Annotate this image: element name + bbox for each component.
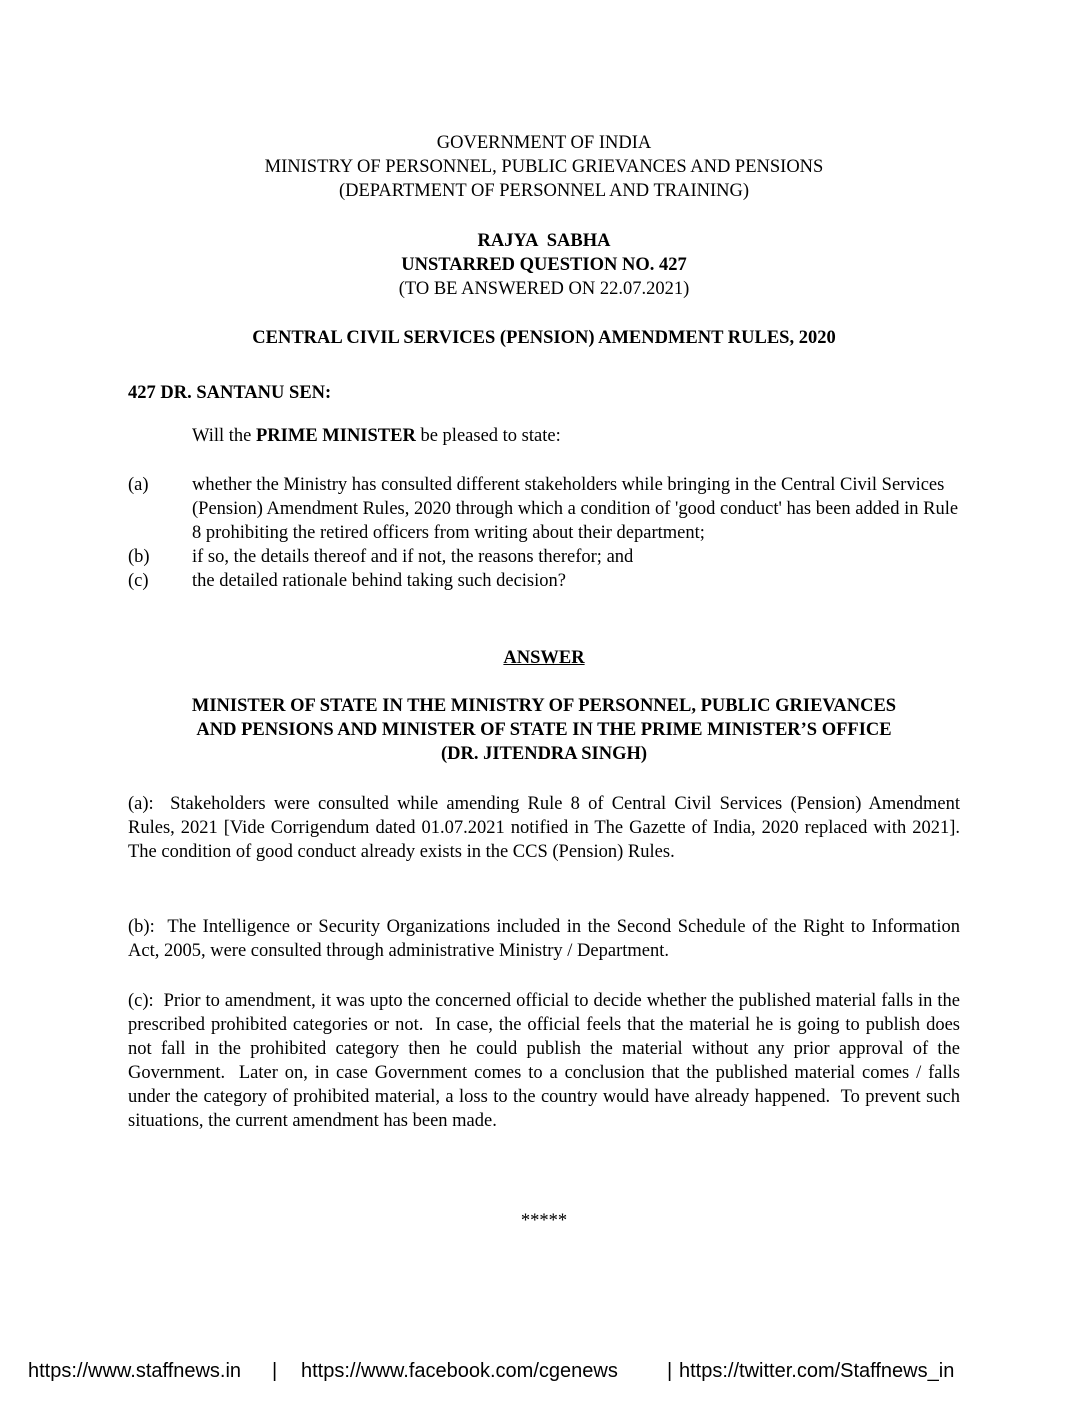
question-list (128, 473, 960, 593)
header-line-ministry: MINISTRY OF PERSONNEL, PUBLIC GRIEVANCES AND PENSIONS (264, 157, 824, 177)
answer-paragraph-b: (b): The Intelligence or Security Organizations included in the Second Schedule of the Right to Information Act, 2005, were consulted through administrative Ministry / Department. (128, 917, 964, 961)
answer-heading (128, 646, 960, 670)
question-number: UNSTARRED QUESTION NO. 427 (401, 255, 687, 275)
answer-heading-text: ANSWER (503, 648, 585, 668)
minister-name: (DR. JITENDRA SINGH) (440, 744, 648, 764)
minister-line-2: AND PENSIONS AND MINISTER OF STATE IN THE PRIME MINISTER’S OFFICE (196, 720, 892, 740)
intro-pre: Will the (192, 426, 256, 446)
header-line-government: GOVERNMENT OF INDIA (436, 133, 652, 153)
subject-title: CENTRAL CIVIL SERVICES (PENSION) AMENDMENT RULES, 2020 (252, 328, 836, 348)
footer-link-facebook[interactable]: https://www.facebook.com/cgenews (301, 1360, 618, 1382)
question-label: (b) (128, 547, 150, 567)
minister-heading (128, 694, 960, 766)
footer-link-twitter[interactable]: https://twitter.com/Staffnews_in (679, 1360, 955, 1382)
question-label: (c) (128, 571, 149, 591)
minister-line-1: MINISTER OF STATE IN THE MINISTRY OF PERSONNEL, PUBLIC GRIEVANCES (191, 696, 897, 716)
header-line-department: (DEPARTMENT OF PERSONNEL AND TRAINING) (338, 181, 750, 201)
answer-paragraph-c: (c): Prior to amendment, it was upto the concerned official to decide whether the published material falls in the prescribed prohibited categories or not. In case, the official feels that the material he is going to publish does not fall in the prohibited category then he could publish the material without any prior approval of the Government. Later on, in case Government comes to a conclusion that the published material comes / falls under the category of prohibited material, a loss to the country would have already happened. To prevent such situations, the current amendment has been made. (128, 991, 965, 1131)
answer-date: (TO BE ANSWERED ON 22.07.2021) (398, 279, 690, 299)
asker-name: 427 DR. SANTANU SEN: (128, 383, 332, 403)
footer-separator: | (272, 1360, 278, 1382)
end-marker: ***** (520, 1211, 568, 1231)
question-text: whether the Ministry has consulted different stakeholders while bringing in the Central Civil Services (Pension) Amendment Rules, 2020 through which a condition of 'good conduct' has been added in Rule 8 prohibiting the retired officers from writing about their department; (192, 475, 959, 543)
footer-separator: | (667, 1360, 673, 1382)
question-meta (128, 229, 960, 301)
intro-addressee: PRIME MINISTER (256, 426, 416, 446)
answer-paragraph-a: (a): Stakeholders were consulted while amending Rule 8 of Central Civil Services (Pension) Amendment Rules, 2021 [Vide Corrigendum dated 01.07.2021 notified in The Gazette of India, 2020 replaced with 2021]. The condition of good conduct already exists in the CCS (Pension) Rules. (128, 794, 970, 862)
footer-link-staffnews[interactable]: https://www.staffnews.in (28, 1360, 242, 1382)
question-item-a (128, 473, 960, 545)
document-header (128, 131, 960, 203)
question-text: if so, the details thereof and if not, the reasons therefor; and (192, 547, 634, 567)
house-name: RAJYA SABHA (477, 231, 611, 251)
question-intro (192, 424, 960, 448)
question-label: (a) (128, 475, 149, 495)
question-item-c (128, 569, 960, 593)
question-item-b (128, 545, 960, 569)
intro-post: be pleased to state: (415, 426, 561, 446)
question-text: the detailed rationale behind taking such decision? (192, 571, 566, 591)
